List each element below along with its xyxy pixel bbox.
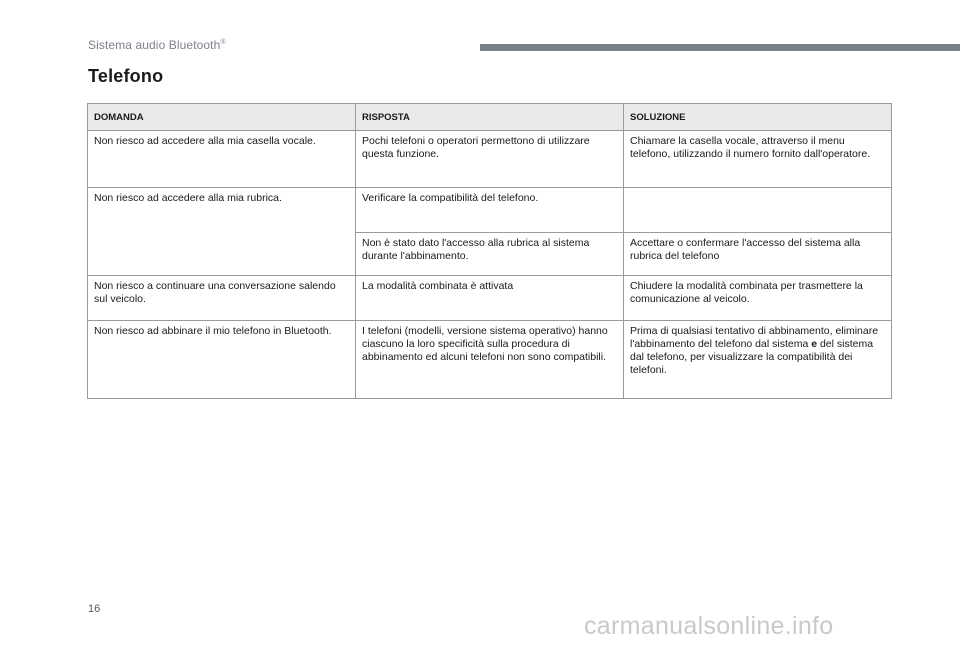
faq-table [87,103,892,399]
column-header-soluzione: SOLUZIONE [624,104,892,131]
question-cell: Non riesco ad accedere alla mia casella vocale. [88,131,356,188]
table-header-row [88,104,892,131]
solution-text-bold: e [811,338,818,350]
column-header-risposta: RISPOSTA [356,104,624,131]
header-accent-bar [480,44,960,51]
question-cell: Non riesco a continuare una conversazione salendo sul veicolo. [88,276,356,321]
solution-cell: Accettare o confermare l'accesso del sistema alla rubrica del telefono [624,233,892,276]
solution-cell [624,321,892,399]
section-title-text: Sistema audio Bluetooth [88,38,221,52]
table-row [88,321,892,399]
page-number: 16 [88,603,101,615]
solution-cell: Chiamare la casella vocale, attraverso il menu telefono, utilizzando il numero fornito dall'operatore. [624,131,892,188]
solution-text-post: del sistema dal telefono, per visualizzare la compatibilità dei telefoni. [630,338,874,376]
watermark: carmanualsonline.info [584,612,834,640]
question-cell: Non riesco ad abbinare il mio telefono in Bluetooth. [88,321,356,399]
table-row [88,276,892,321]
solution-cell: Chiudere la modalità combinata per trasmettere la comunicazione al veicolo. [624,276,892,321]
page-title: Telefono [88,66,164,86]
registered-mark: ® [220,39,226,46]
column-header-domanda: DOMANDA [88,104,356,131]
answer-cell: Verificare la compatibilità del telefono. [356,188,624,233]
answer-cell: Non è stato dato l'accesso alla rubrica al sistema durante l'abbinamento. [356,233,624,276]
answer-cell: Pochi telefoni o operatori permettono di utilizzare questa funzione. [356,131,624,188]
table-row [88,131,892,188]
solution-cell [624,188,892,233]
answer-cell: I telefoni (modelli, versione sistema operativo) hanno ciascuno la loro specificità sulla procedura di abbinamento ed alcuni telefoni non sono compatibili. [356,321,624,399]
section-title [88,38,226,52]
question-cell: Non riesco ad accedere alla mia rubrica. [88,188,356,276]
answer-cell: La modalità combinata è attivata [356,276,624,321]
table-row [88,188,892,233]
solution-text-pre: Prima di qualsiasi tentativo di abbinamento, eliminare l'abbinamento del telefono dal sistema [630,325,879,350]
